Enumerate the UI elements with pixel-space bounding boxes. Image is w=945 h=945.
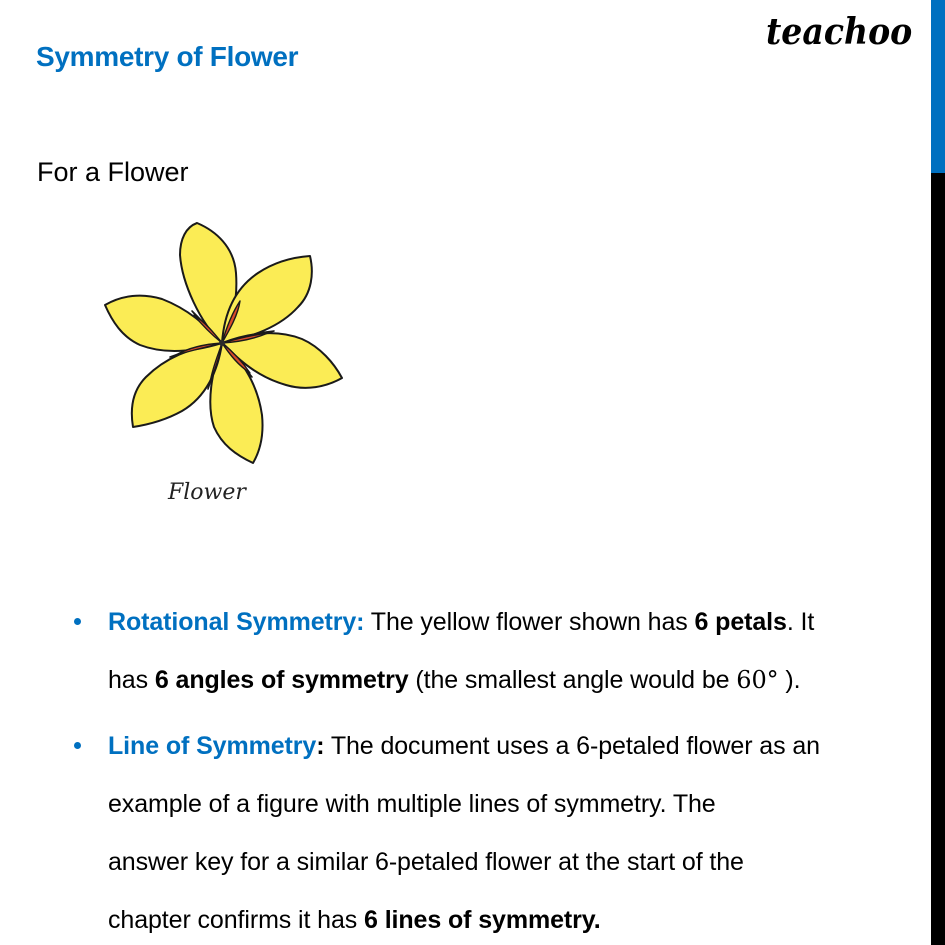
angle-value: 60°	[736, 666, 779, 694]
text-segment: has	[108, 666, 155, 694]
text-segment: ).	[778, 666, 801, 694]
bold-segment: 6 petals	[694, 608, 787, 636]
bullet-2-line-3	[108, 850, 744, 875]
side-accent-bar	[931, 0, 945, 945]
text-segment: chapter confirms it has	[108, 906, 365, 934]
intro-text: For a Flower	[37, 157, 189, 187]
teachoo-logo: teachoo	[766, 11, 913, 53]
bullet-1-label: Rotational Symmetry:	[108, 608, 365, 636]
flower-illustration-icon	[95, 210, 355, 520]
flower-figure	[95, 210, 355, 520]
bullet-1-line-2	[108, 668, 800, 693]
bullet-2-line-1	[108, 734, 820, 759]
side-bar-blue-segment	[931, 0, 945, 173]
label-colon: :	[316, 732, 325, 760]
text-segment: The document uses a 6-petaled flower as an	[324, 732, 820, 760]
text-segment: The yellow flower shown has	[364, 608, 695, 636]
text-segment: example of a figure with multiple lines of symmetry. The	[108, 790, 716, 818]
text-segment: (the smallest angle would be	[408, 666, 737, 694]
text-segment: . It	[786, 608, 815, 636]
bold-segment: 6 angles of symmetry	[154, 666, 409, 694]
bullet-dot-icon	[74, 742, 81, 749]
bullet-2-label: Line of Symmetry	[108, 732, 317, 760]
side-bar-black-segment	[931, 173, 945, 945]
page-title: Symmetry of Flower	[36, 41, 299, 72]
bold-segment: 6 lines of symmetry.	[364, 906, 601, 934]
text-segment: answer key for a similar 6-petaled flower at the start of the	[108, 848, 744, 876]
figure-caption: Flower	[168, 480, 246, 505]
bullet-1-line-1	[108, 610, 814, 635]
bullet-2-line-2	[108, 792, 716, 817]
bullet-dot-icon	[74, 618, 81, 625]
bullet-2-line-4	[108, 908, 601, 933]
